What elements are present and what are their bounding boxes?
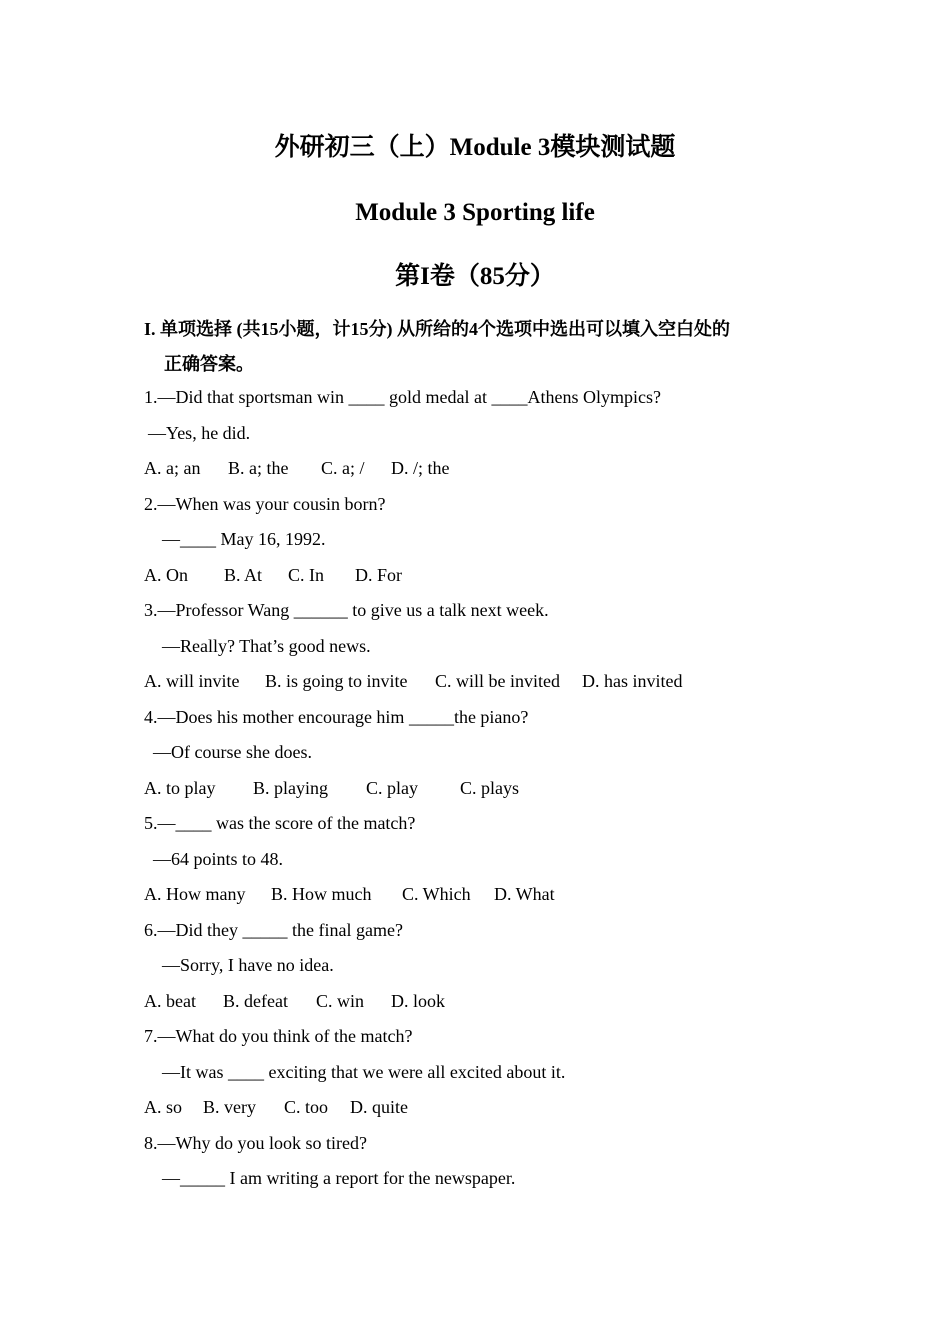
option-c: C. In bbox=[288, 564, 324, 585]
option-b: B. defeat bbox=[223, 990, 288, 1011]
option-b: B. At bbox=[224, 564, 263, 585]
option-c: C. Which bbox=[402, 884, 471, 904]
option-a: A. beat bbox=[144, 990, 196, 1011]
option-d: D. For bbox=[355, 564, 403, 585]
option-b: B. playing bbox=[253, 777, 328, 798]
question-2-answer: —____ May 16, 1992. bbox=[162, 529, 326, 549]
option-a: A. to play bbox=[144, 777, 216, 798]
section-heading-line2: 正确答案。 bbox=[164, 354, 254, 374]
option-b: B. very bbox=[203, 1097, 256, 1117]
question-4-prompt: 4.—Does his mother encourage him _____the piano? bbox=[144, 706, 529, 727]
question-7-prompt: 7.—What do you think of the match? bbox=[144, 1026, 413, 1046]
option-c: C. will be invited bbox=[435, 671, 560, 691]
question-5-prompt: 5.—____ was the score of the match? bbox=[144, 813, 416, 833]
question-5-answer: —64 points to 48. bbox=[153, 848, 284, 869]
section-heading-line1: I. 单项选择 (共15小题，计15分) 从所给的4个选项中选出可以填入空白处的 bbox=[144, 319, 730, 339]
option-c: C. play bbox=[366, 777, 418, 798]
question-2-options bbox=[144, 558, 824, 594]
question-list bbox=[144, 380, 824, 1197]
option-a: A. On bbox=[144, 564, 188, 585]
option-d: C. plays bbox=[460, 777, 520, 798]
module-subtitle: Module 3 Sporting life bbox=[355, 199, 595, 226]
option-b: B. is going to invite bbox=[265, 671, 408, 691]
option-b: B. a; the bbox=[228, 458, 289, 478]
section-heading bbox=[144, 312, 814, 382]
question-1-options bbox=[144, 451, 824, 487]
question-4-answer: —Of course she does. bbox=[153, 742, 312, 762]
question-1-answer: —Yes, he did. bbox=[148, 422, 251, 443]
option-d: D. look bbox=[391, 990, 445, 1011]
option-c: C. too bbox=[284, 1097, 329, 1117]
question-6-options bbox=[144, 984, 824, 1020]
part-heading: 第I卷（85分） bbox=[395, 263, 555, 290]
question-8-answer: —_____ I am writing a report for the newspaper. bbox=[162, 1168, 516, 1188]
option-d: D. quite bbox=[350, 1097, 408, 1117]
question-1-prompt: 1.—Did that sportsman win ____ gold medal at ____Athens Olympics? bbox=[144, 387, 661, 407]
question-8-prompt: 8.—Why do you look so tired? bbox=[144, 1132, 367, 1153]
option-a: A. a; an bbox=[144, 458, 201, 478]
option-a: A. will invite bbox=[144, 671, 240, 691]
question-2-prompt: 2.—When was your cousin born? bbox=[144, 493, 386, 514]
option-c: C. a; / bbox=[321, 458, 365, 478]
question-6-prompt: 6.—Did they _____ the final game? bbox=[144, 919, 403, 940]
question-7-answer: —It was ____ exciting that we were all excited about it. bbox=[162, 1061, 566, 1082]
option-d: D. What bbox=[494, 884, 555, 904]
question-3-prompt: 3.—Professor Wang ______ to give us a talk next week. bbox=[144, 600, 549, 620]
question-7-options bbox=[144, 1090, 824, 1126]
document-title: 外研初三（上）Module 3模块测试题 bbox=[274, 134, 676, 161]
question-3-answer: —Really? That’s good news. bbox=[162, 635, 371, 656]
option-c: C. win bbox=[316, 990, 365, 1011]
question-6-answer: —Sorry, I have no idea. bbox=[162, 955, 334, 975]
question-3-options bbox=[144, 664, 824, 700]
option-a: A. How many bbox=[144, 884, 246, 904]
option-a: A. so bbox=[144, 1097, 183, 1117]
question-5-options bbox=[144, 877, 824, 913]
question-4-options bbox=[144, 771, 824, 807]
option-d: D. /; the bbox=[391, 458, 450, 478]
option-d: D. has invited bbox=[582, 671, 683, 691]
option-b: B. How much bbox=[271, 884, 372, 904]
